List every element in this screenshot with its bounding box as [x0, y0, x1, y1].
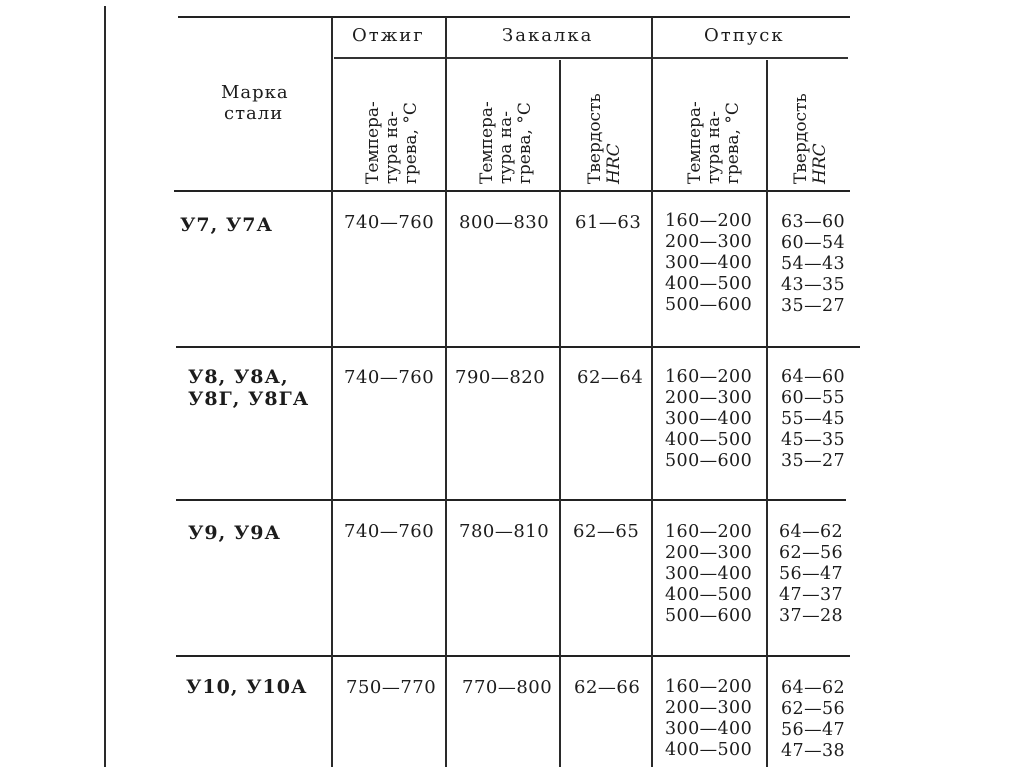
row-2-grade-line-2: У8Г, У8ГА: [188, 388, 310, 410]
row-4-temper-hardness: [781, 678, 845, 762]
temper-hardness-item: 62—56: [779, 543, 844, 563]
col-line-grade: [331, 17, 333, 767]
row-divider-1: [176, 346, 860, 348]
row-3-annealing-temp: 740—760: [344, 521, 435, 542]
temper-temp-item: 500—600: [665, 295, 753, 315]
temper-hardness-item: 47—37: [779, 585, 844, 605]
grade-header-line-1: Марка: [221, 82, 289, 103]
temper-temp-item: 300—400: [665, 719, 753, 739]
temp-label-line-2: тура на-: [382, 110, 402, 184]
col-line-temper-temp: [766, 60, 768, 767]
temper-hardness-item: 56—47: [781, 720, 846, 740]
temper-hardness-item: 60—55: [781, 388, 846, 408]
temper-temp-item: 300—400: [665, 253, 753, 273]
temper-temp-item: 400—500: [665, 585, 753, 605]
temp-label-line-3: грева, °C: [723, 102, 743, 184]
quench-temp-header: [478, 62, 535, 184]
temper-temp-item: 200—300: [665, 388, 753, 408]
quench-hardness-header: [586, 62, 624, 184]
row-2-grade: [188, 366, 309, 410]
temper-hardness-item: 60—54: [781, 233, 846, 253]
group-header-rule: [334, 57, 848, 59]
row-4-temper-temps: [665, 677, 752, 761]
row-3-quench-hardness: 62—65: [573, 521, 640, 542]
temper-temp-header: [686, 62, 743, 184]
row-1-grade: У7, У7А: [180, 214, 273, 236]
row-1-quench-hardness: 61—63: [575, 212, 642, 233]
quenching-header: Закалка: [502, 25, 594, 46]
temp-label-line-2: тура на-: [496, 110, 516, 184]
row-2-quench-hardness: 62—64: [577, 367, 644, 388]
page-margin-line: [104, 6, 106, 767]
temper-hardness-item: 64—60: [781, 367, 846, 387]
row-4-annealing-temp: 750—770: [346, 677, 437, 698]
temper-hardness-header: [792, 62, 830, 184]
row-3-grade: У9, У9А: [188, 522, 281, 544]
grade-header-line-2: стали: [224, 103, 284, 124]
row-2-quench-temp: 790—820: [455, 367, 546, 388]
hardness-label-line-1: Твердость: [585, 93, 605, 184]
temper-hardness-item: 35—27: [781, 296, 846, 316]
temp-label-line-1: Темпера-: [685, 101, 705, 184]
temper-hardness-item: 55—45: [781, 409, 846, 429]
temp-label-line-3: грева, °C: [515, 102, 535, 184]
col-line-quench-temp: [559, 60, 561, 767]
row-divider-3: [176, 655, 850, 657]
row-1-annealing-temp: 740—760: [344, 212, 435, 233]
temper-hardness-item: 35—27: [781, 451, 846, 471]
row-3-temper-hardness: [779, 522, 843, 627]
temper-temp-item: 400—500: [665, 740, 753, 760]
temper-temp-item: 400—500: [665, 274, 753, 294]
temper-hardness-item: 64—62: [781, 678, 846, 698]
temper-hardness-item: 43—35: [781, 275, 846, 295]
col-line-annealing: [445, 17, 447, 767]
row-1-quench-temp: 800—830: [459, 212, 550, 233]
temper-temp-item: 500—600: [665, 606, 753, 626]
temper-hardness-item: 56—47: [779, 564, 844, 584]
temper-hardness-item: 47—38: [781, 741, 846, 761]
row-divider-2: [176, 499, 846, 501]
temper-temp-item: 400—500: [665, 430, 753, 450]
row-2-annealing-temp: 740—760: [344, 367, 435, 388]
tempering-header: Отпуск: [704, 25, 785, 46]
temp-label-line-1: Темпера-: [363, 101, 383, 184]
temper-hardness-item: 62—56: [781, 699, 846, 719]
row-3-temper-temps: [665, 522, 752, 627]
temper-temp-item: 160—200: [665, 677, 753, 697]
hardness-label-line-2: HRC: [604, 143, 624, 184]
grade-header: [221, 82, 289, 124]
annealing-header: Отжиг: [352, 25, 425, 46]
table-top-rule: [178, 16, 850, 18]
temp-label-line-3: грева, °C: [401, 102, 421, 184]
row-4-quench-hardness: 62—66: [574, 677, 641, 698]
temper-temp-item: 200—300: [665, 698, 753, 718]
temper-temp-item: 160—200: [665, 211, 753, 231]
temp-label-line-2: тура на-: [704, 110, 724, 184]
hardness-label-line-2: HRC: [810, 143, 830, 184]
row-2-temper-temps: [665, 367, 752, 472]
header-bottom-rule: [174, 190, 850, 192]
row-4-grade: У10, У10А: [186, 676, 308, 698]
temper-temp-item: 300—400: [665, 409, 753, 429]
temp-label-line-1: Темпера-: [477, 101, 497, 184]
row-2-temper-hardness: [781, 367, 845, 472]
temper-temp-item: 200—300: [665, 543, 753, 563]
temper-temp-item: 160—200: [665, 522, 753, 542]
temper-temp-item: 200—300: [665, 232, 753, 252]
temper-temp-item: 160—200: [665, 367, 753, 387]
hardness-label-line-1: Твердость: [791, 93, 811, 184]
temper-hardness-item: 45—35: [781, 430, 846, 450]
temper-hardness-item: 63—60: [781, 212, 846, 232]
temper-temp-item: 500—600: [665, 451, 753, 471]
row-4-quench-temp: 770—800: [462, 677, 553, 698]
row-2-grade-line-1: У8, У8А,: [188, 366, 289, 388]
col-line-quenching: [651, 17, 653, 767]
row-1-temper-hardness: [781, 212, 845, 317]
annealing-temp-header: [364, 62, 421, 184]
row-1-temper-temps: [665, 211, 752, 316]
temper-temp-item: 300—400: [665, 564, 753, 584]
temper-hardness-item: 37—28: [779, 606, 844, 626]
temper-hardness-item: 54—43: [781, 254, 846, 274]
temper-hardness-item: 64—62: [779, 522, 844, 542]
row-3-quench-temp: 780—810: [459, 521, 550, 542]
